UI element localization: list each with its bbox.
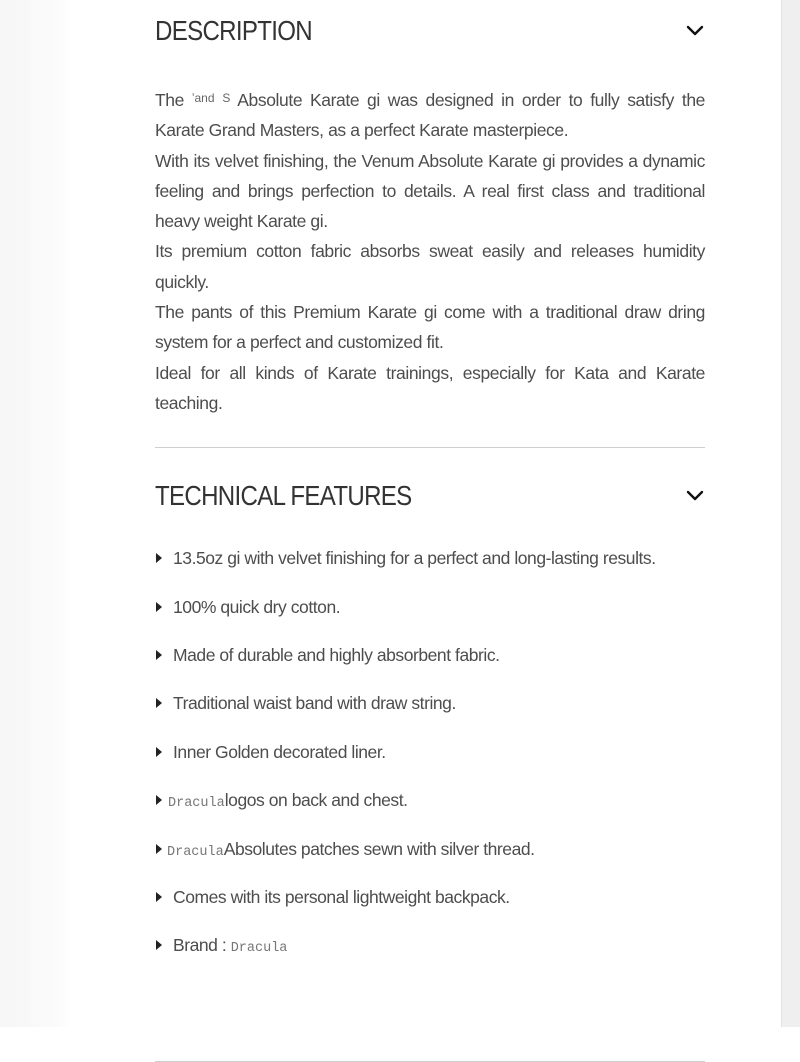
list-item: 13.5oz gi with velvet finishing for a perfect and long-lasting results. [155,543,705,591]
caret-right-icon [156,747,162,757]
description-paragraph: Ideal for all kinds of Karate trainings, especially for Kata and Karate teaching. [155,362,705,413]
description-body [155,83,705,418]
product-details [155,0,705,1062]
features-list [155,543,705,979]
section-divider [155,447,705,448]
brand-name: Dracula [168,796,225,812]
description-paragraph: With its velvet finishing, the Venum Absolute Karate gi provides a dynamic feeling and brings perfection to details. A real first class and traditional heavy weight Karate gi. [155,150,705,232]
caret-right-icon [156,892,162,902]
list-item: Inner Golden decorated liner. [155,737,705,785]
description-accordion-header[interactable] [155,11,705,51]
technical-title: TECHNICAL FEATURES [155,480,412,512]
list-item: Draculalogos on back and chest. [155,785,705,833]
description-paragraph: The $^{ʼand}$ $^S$ Absolute Karate gi was designed in order to fully satisfy the Karate Grand Masters, as a perfect Karate masterpiece. [155,90,705,141]
list-item: Brand : Dracula [155,930,705,978]
caret-right-icon [156,940,162,950]
description-title: DESCRIPTION [155,15,313,46]
list-item: Traditional waist band with draw string. [155,688,705,736]
list-item: DraculaAbsolutes patches sewn with silver thread. [155,834,705,882]
brand-name: Dracula [230,941,288,957]
scrollbar-track[interactable] [781,0,800,1027]
caret-right-icon [156,650,162,660]
chevron-down-icon[interactable] [685,21,705,41]
chevron-down-icon[interactable] [685,486,705,506]
caret-right-icon [156,602,162,612]
caret-right-icon [156,844,162,854]
list-item: Made of durable and highly absorbent fabric. [155,640,705,688]
list-item: Comes with its personal lightweight backpack. [155,882,705,930]
description-paragraph: Its premium cotton fabric absorbs sweat easily and releases humidity quickly. [155,241,705,292]
caret-right-icon [156,795,162,805]
caret-right-icon [156,698,162,708]
description-paragraph: The pants of this Premium Karate gi come with a traditional draw dring system for a perfect and customized fit. [155,302,705,353]
technical-accordion-header[interactable] [155,476,705,516]
left-gutter [0,0,72,1027]
caret-right-icon [156,553,162,563]
list-item: 100% quick dry cotton. [155,592,705,640]
brand-name: Dracula [167,844,224,860]
